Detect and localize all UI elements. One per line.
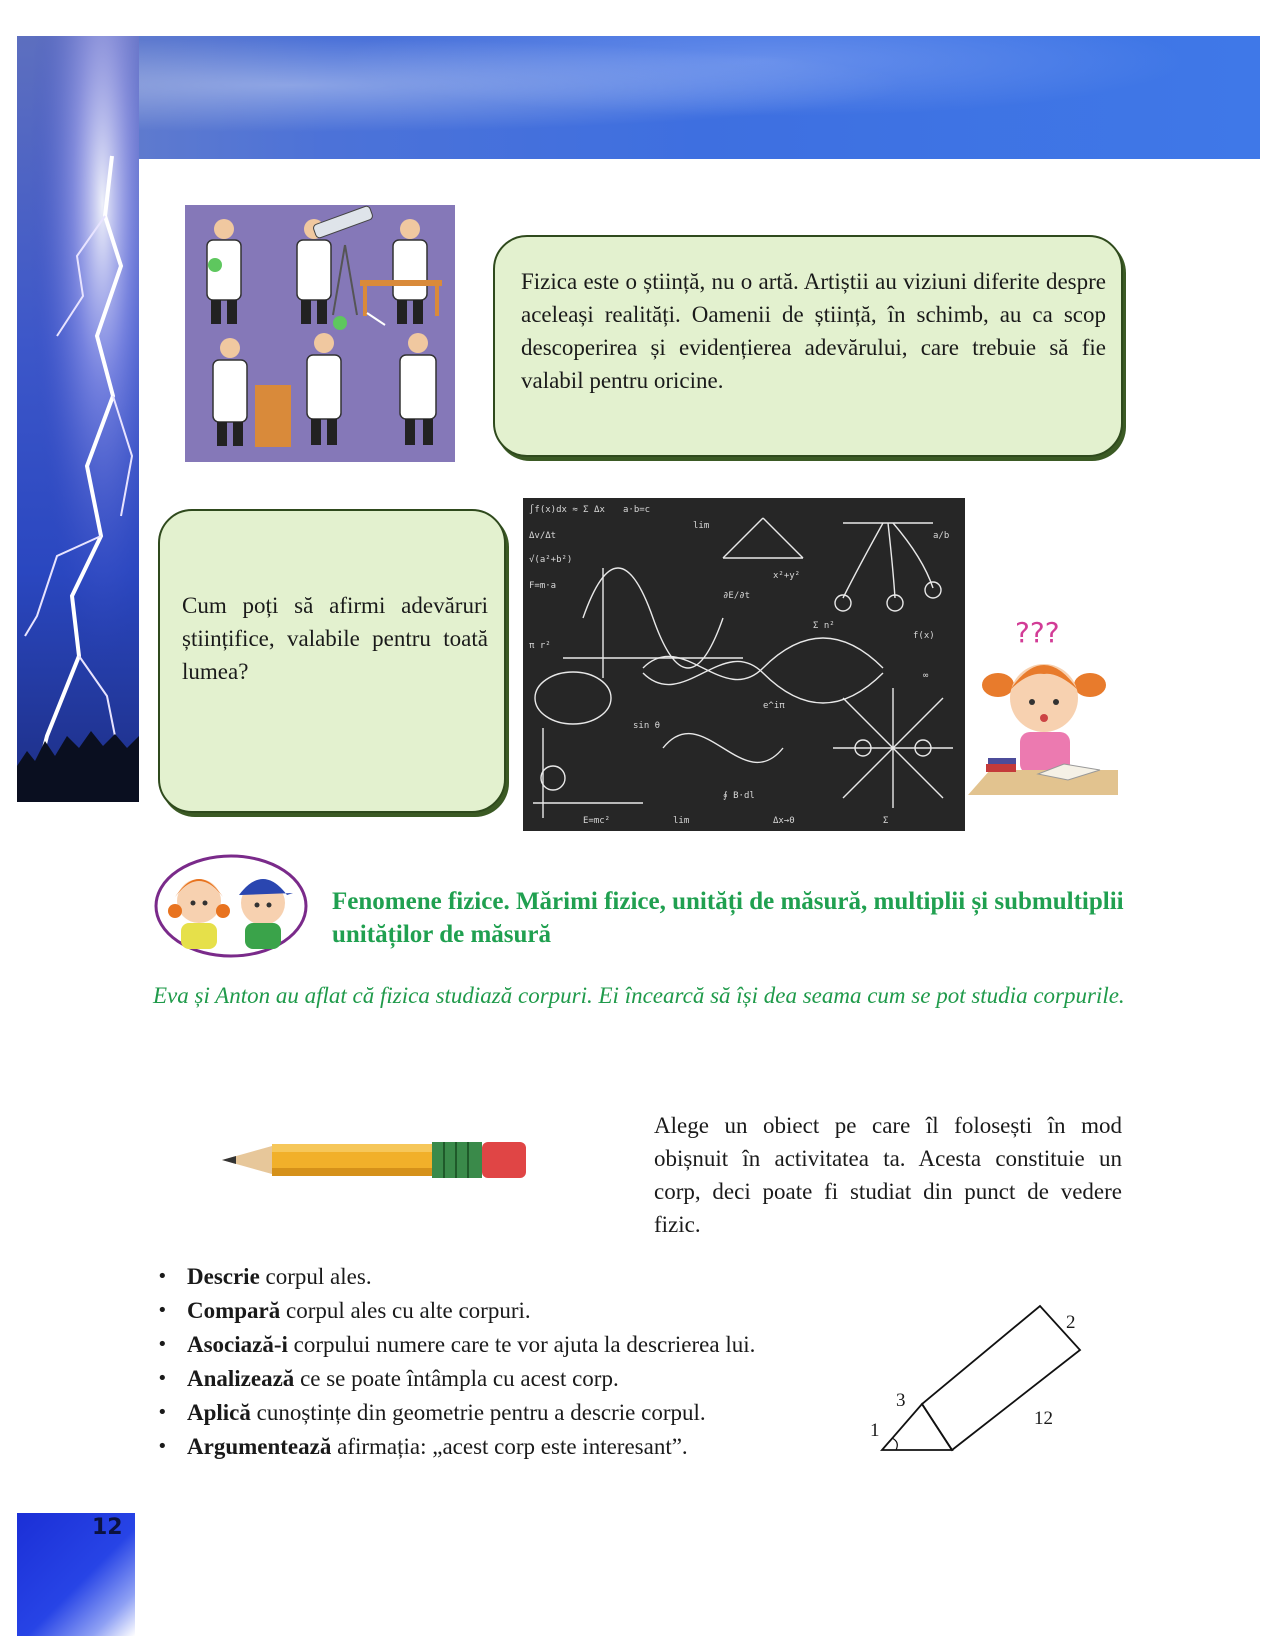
prism-label-12: 12	[1034, 1408, 1053, 1429]
bullet-icon: •	[157, 1266, 168, 1287]
task-verb: Analizează	[187, 1366, 295, 1391]
svg-text:Δx→0: Δx→0	[773, 816, 795, 826]
question-text-box	[158, 509, 506, 813]
svg-text:E=mc²: E=mc²	[583, 816, 611, 826]
task-text: corpului numere care te vor ajuta la descrierea lui.	[287, 1332, 756, 1357]
svg-text:a·b=c: a·b=c	[623, 505, 651, 515]
list-item	[153, 1396, 853, 1430]
bullet-icon: •	[157, 1436, 168, 1457]
header-banner	[17, 36, 1260, 159]
task-verb: Compară	[187, 1298, 281, 1323]
svg-text:√(a²+b²): √(a²+b²)	[529, 555, 573, 565]
prism-diagram	[870, 1298, 1090, 1458]
task-text: ce se poate întâmpla cu acest corp.	[294, 1366, 619, 1391]
list-item	[153, 1328, 853, 1362]
formula-blackboard-image	[523, 498, 965, 831]
svg-text:∂E/∂t: ∂E/∂t	[723, 591, 751, 601]
page-number: 12	[92, 1515, 123, 1540]
activity-text: Alege un obiect pe care îl folosești în mod obișnuit în activitatea ta. Acesta constituie un corp, deci poate fi studiat din punct de vedere fizic.	[654, 1113, 1122, 1237]
svg-text:π r²: π r²	[529, 641, 551, 651]
svg-text:lim: lim	[693, 521, 710, 531]
question-marks: ???	[1015, 616, 1060, 649]
list-item	[153, 1362, 853, 1396]
task-verb: Argumentează	[187, 1434, 332, 1459]
lightning-image	[17, 36, 139, 802]
svg-text:lim: lim	[673, 816, 690, 826]
svg-text:e^iπ: e^iπ	[763, 701, 785, 711]
svg-text:∫f(x)dx ≈ Σ Δx: ∫f(x)dx ≈ Σ Δx	[529, 505, 605, 515]
section-title: Fenomene fizice. Mărimi fizice, unități de măsură, multiplii și submultiplii unităților de măsură	[332, 888, 1124, 948]
svg-text:F=m·a: F=m·a	[529, 581, 557, 591]
list-item	[153, 1260, 853, 1294]
intro-text-box	[493, 235, 1123, 457]
svg-text:a/b: a/b	[933, 531, 950, 541]
kids-emblem	[153, 853, 309, 960]
svg-text:Σ n²: Σ n²	[813, 621, 835, 631]
task-verb: Descrie	[187, 1264, 260, 1289]
list-item	[153, 1294, 853, 1328]
task-list	[153, 1260, 853, 1464]
svg-text:∮ B·dl: ∮ B·dl	[723, 791, 755, 801]
question-text: Cum poți să afirmi adevăruri științifice, valabile pentru toată lumea?	[182, 593, 488, 684]
thinking-girl-illustration	[968, 610, 1128, 810]
svg-text:sin θ: sin θ	[633, 721, 661, 731]
intro-text: Fizica este o știință, nu o artă. Artiștii au viziuni diferite despre aceleași realități. Oamenii de știință, în schimb, au ca scop descoperirea și evidențierea adevărului, care trebuie să fie valabil pentru oricine.	[521, 269, 1106, 393]
bullet-icon: •	[157, 1402, 168, 1423]
svg-text:f(x): f(x)	[913, 631, 935, 641]
bullet-icon: •	[157, 1334, 168, 1355]
section-intro: Eva și Anton au aflat că fizica studiază corpuri. Ei încearcă să își dea seama cum se pot studia corpurile.	[153, 983, 1125, 1008]
task-text: afirmația: „acest corp este interesant”.	[331, 1434, 688, 1459]
svg-text:Δv/Δt: Δv/Δt	[529, 531, 557, 541]
bullet-icon: •	[157, 1368, 168, 1389]
prism-label-1: 1	[870, 1420, 880, 1441]
task-text: cunoștințe din geometrie pentru a descrie corpul.	[250, 1400, 706, 1425]
prism-label-2: 2	[1066, 1312, 1076, 1333]
task-text: corpul ales.	[259, 1264, 372, 1289]
task-verb: Asociază-i	[187, 1332, 288, 1357]
task-text: corpul ales cu alte corpuri.	[280, 1298, 531, 1323]
prism-label-3: 3	[896, 1390, 906, 1411]
task-verb: Aplică	[187, 1400, 251, 1425]
svg-text:∞: ∞	[923, 671, 929, 681]
svg-text:x²+y²: x²+y²	[773, 571, 801, 581]
bullet-icon: •	[157, 1300, 168, 1321]
list-item	[153, 1430, 853, 1464]
scientists-illustration	[185, 205, 455, 462]
pencil-image	[222, 1130, 542, 1190]
svg-text:Σ: Σ	[883, 816, 889, 826]
